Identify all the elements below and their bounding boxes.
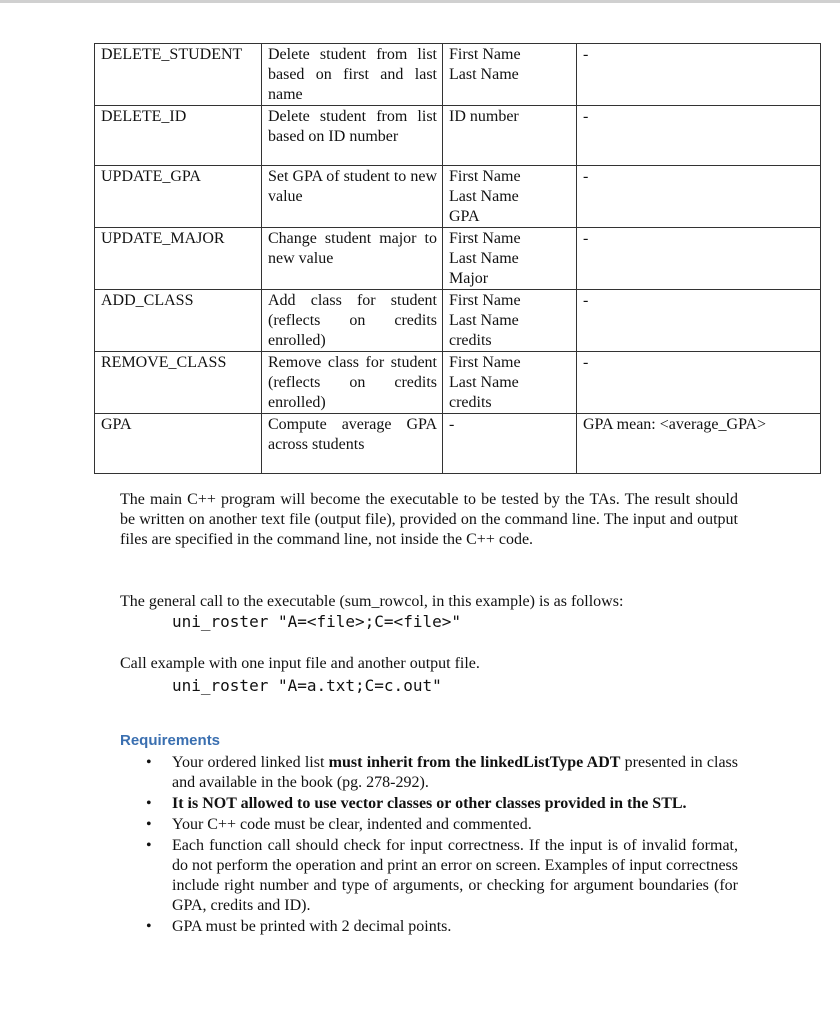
command-params-cell: [443, 166, 577, 228]
table-row: [95, 44, 821, 106]
param-line: First Name: [449, 168, 521, 185]
table-row: [95, 352, 821, 414]
param-line: GPA: [449, 208, 480, 225]
command-output-cell: GPA mean: <average_GPA>: [577, 414, 821, 474]
requirement-item: • Your ordered linked list must inherit from the linkedListType ADT presented in class and available in the book (pg. 278-292).: [146, 754, 738, 791]
paragraph-main-program: The main C++ program will become the executable to be tested by the TAs. The result should be written on another text file (output file), provided on the command line. The input and output files are specified in the command line, not inside the C++ code.: [120, 491, 738, 548]
table-row: [95, 166, 821, 228]
command-params-cell: [443, 414, 577, 474]
command-name-cell: UPDATE_MAJOR: [95, 228, 262, 290]
code-call-example: uni_roster "A=a.txt;C=c.out": [172, 676, 442, 695]
command-description-cell: Delete student from list based on ID number: [262, 106, 443, 166]
command-description-cell: Change student major to new value: [262, 228, 443, 290]
command-params-cell: [443, 228, 577, 290]
requirement-item: • Your C++ code must be clear, indented and commented.: [146, 816, 532, 833]
param-line: First Name: [449, 292, 521, 309]
requirements-heading: Requirements: [120, 732, 221, 749]
table-row: [95, 106, 821, 166]
param-line: Last Name: [449, 250, 519, 267]
paragraph-general-call: The general call to the executable (sum_rowcol, in this example) is as follows:: [120, 593, 624, 610]
param-line: First Name: [449, 46, 521, 63]
table-row: [95, 228, 821, 290]
param-line: First Name: [449, 230, 521, 247]
param-line: Last Name: [449, 374, 519, 391]
requirement-item: • GPA must be printed with 2 decimal points.: [146, 918, 452, 935]
command-name-cell: DELETE_STUDENT: [95, 44, 262, 106]
command-description-cell: Add class for student (reflects on credits enrolled): [262, 290, 443, 352]
command-output-cell: -: [577, 166, 821, 228]
command-params-cell: [443, 44, 577, 106]
command-name-cell: ADD_CLASS: [95, 290, 262, 352]
param-line: Major: [449, 270, 489, 287]
command-output-cell: -: [577, 290, 821, 352]
paragraph-call-example: Call example with one input file and another output file.: [120, 655, 480, 672]
bullet-icon: •: [146, 816, 152, 833]
bullet-icon: •: [146, 918, 152, 935]
command-name-cell: REMOVE_CLASS: [95, 352, 262, 414]
command-output-cell: -: [577, 352, 821, 414]
param-line: Last Name: [449, 188, 519, 205]
command-table: [94, 43, 821, 474]
table-row: [95, 414, 821, 474]
command-description-cell: Set GPA of student to new value: [262, 166, 443, 228]
command-name-cell: UPDATE_GPA: [95, 166, 262, 228]
command-name-cell: GPA: [95, 414, 262, 474]
command-params-cell: [443, 106, 577, 166]
table-row: [95, 290, 821, 352]
requirement-item: • Each function call should check for input correctness. If the input is of invalid format, do not perform the operation and print an error on screen. Examples of input correctness include right number and type of arguments, or checking for argument boundaries (for GPA, credits and ID).: [146, 837, 738, 914]
command-output-cell: -: [577, 106, 821, 166]
requirements-list: [120, 753, 738, 938]
param-line: First Name: [449, 354, 521, 371]
param-line: Last Name: [449, 66, 519, 83]
param-line: Last Name: [449, 312, 519, 329]
command-description-cell: Compute average GPA across students: [262, 414, 443, 474]
command-name-cell: DELETE_ID: [95, 106, 262, 166]
bullet-icon: •: [146, 754, 152, 771]
command-output-cell: -: [577, 228, 821, 290]
page-top-border: [0, 0, 840, 3]
command-output-cell: -: [577, 44, 821, 106]
param-line: credits: [449, 394, 492, 411]
param-line: -: [449, 416, 455, 433]
command-description-cell: Delete student from list based on first and last name: [262, 44, 443, 106]
command-params-cell: [443, 290, 577, 352]
requirement-item: • It is NOT allowed to use vector classes or other classes provided in the STL.: [146, 795, 687, 812]
bullet-icon: •: [146, 837, 152, 854]
command-description-cell: Remove class for student (reflects on credits enrolled): [262, 352, 443, 414]
param-line: ID number: [449, 108, 519, 125]
command-params-cell: [443, 352, 577, 414]
bullet-icon: •: [146, 795, 152, 812]
param-line: credits: [449, 332, 492, 349]
code-general-call: uni_roster "A=<file>;C=<file>": [172, 612, 461, 631]
